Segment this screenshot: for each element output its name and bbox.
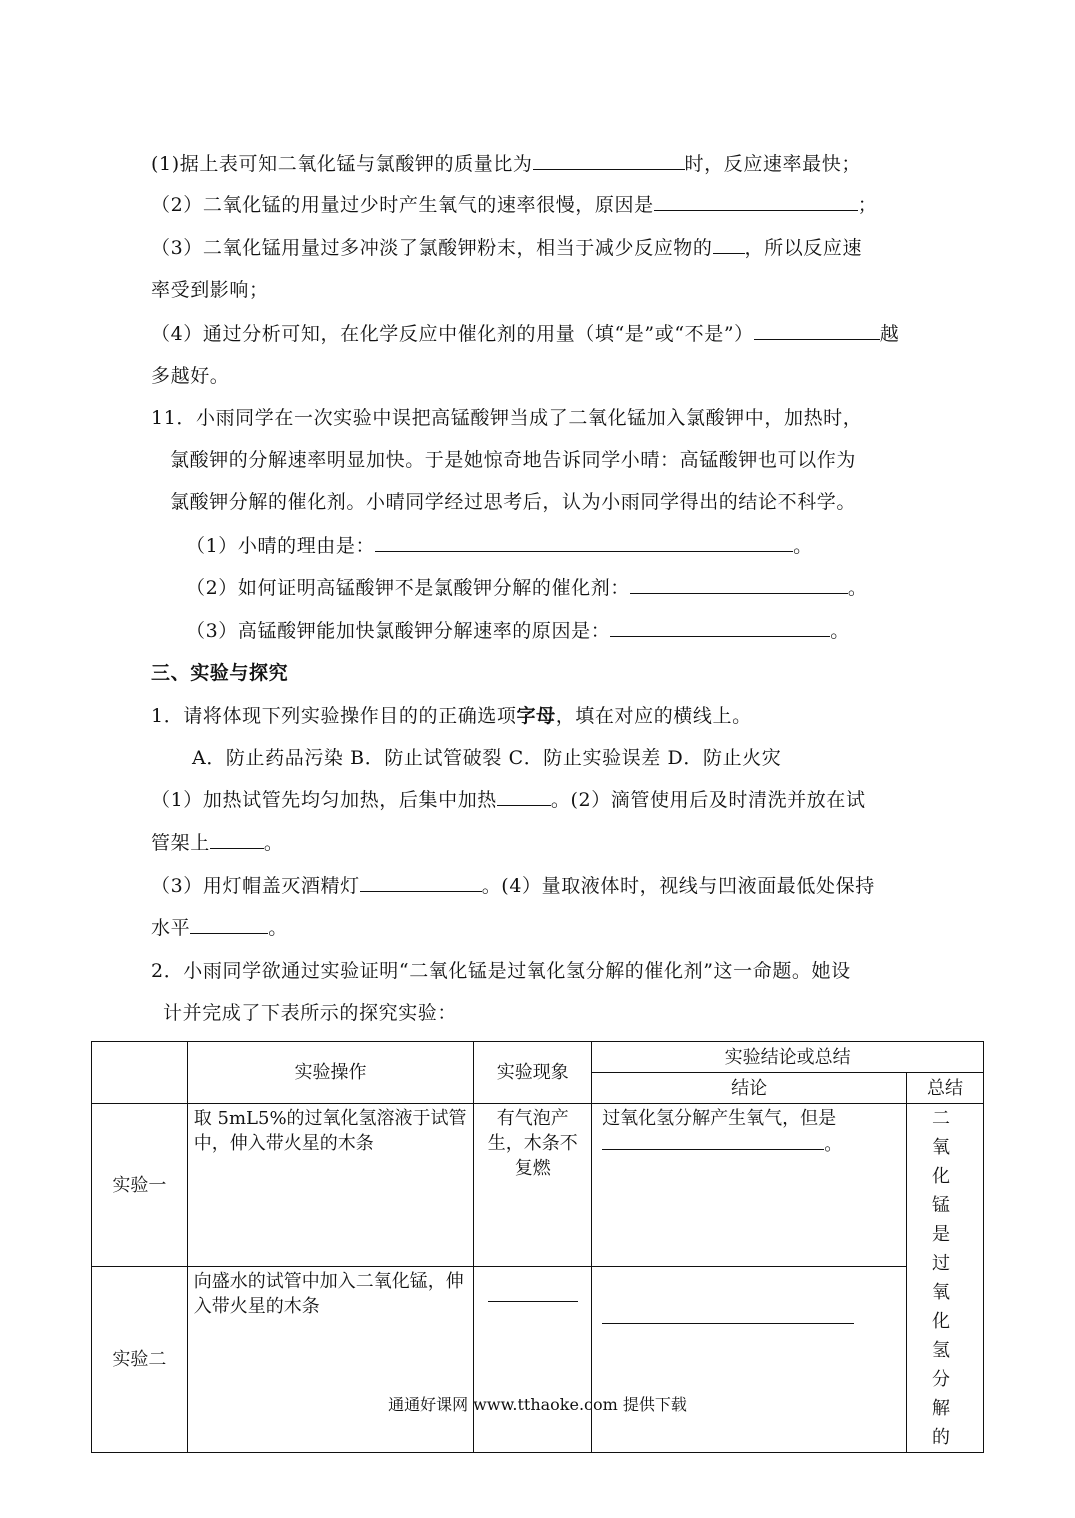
q10-item-3: （3）二氧化锰用量过多冲淡了氯酸钾粉末，相当于减少反应物的 ，所以反应速 xyxy=(151,237,863,259)
answer-blank[interactable] xyxy=(654,192,858,211)
header-operation: 实验操作 xyxy=(187,1042,473,1104)
answer-blank[interactable] xyxy=(488,1283,578,1302)
s3-q2-line2: 计并完成了下表所示的探究实验： xyxy=(163,1002,458,1024)
answer-blank[interactable] xyxy=(754,321,880,340)
page-footer: 通通好课网 www.tthaoke.com 提供下载 xyxy=(388,1395,687,1414)
s3-q1-stem: 1．请将体现下列实验操作目的的正确选项字母，填在对应的横线上。 xyxy=(151,705,752,727)
q11-sub-1: （1）小晴的理由是： 。 xyxy=(186,535,813,557)
table-row xyxy=(92,1267,984,1453)
answer-blank[interactable] xyxy=(610,618,830,637)
q11-sub-3: （3）高锰酸钾能加快氯酸钾分解速率的原因是： 。 xyxy=(186,620,850,642)
answer-blank[interactable] xyxy=(190,915,268,934)
answer-blank[interactable] xyxy=(602,1305,854,1324)
answer-blank[interactable] xyxy=(630,575,848,594)
conclusion-cell xyxy=(592,1267,907,1453)
table-header-row xyxy=(92,1042,984,1073)
table-row xyxy=(92,1104,984,1267)
s3-q1-line3: （3）用灯帽盖灭酒精灯 。(4）量取液体时，视线与凹液面最低处保持 xyxy=(151,875,875,897)
q10-item-4: （4）通过分析可知，在化学反应中催化剂的用量（填“是”或“不是”） 越 xyxy=(151,323,900,345)
answer-blank[interactable] xyxy=(497,787,551,806)
answer-blank[interactable] xyxy=(210,830,264,849)
summary-cell: 二氧化锰是过氧化氢分解的 xyxy=(907,1104,984,1453)
answer-blank[interactable] xyxy=(360,873,482,892)
phenomenon-cell: 有气泡产生，木条不复燃 xyxy=(474,1104,592,1267)
q11-stem-line3: 氯酸钾分解的催化剂。小晴同学经过思考后，认为小雨同学得出的结论不科学。 xyxy=(170,491,857,513)
operation-cell: 取 5mL5%的过氧化氢溶液于试管中，伸入带火星的木条 xyxy=(187,1104,473,1267)
phenomenon-cell xyxy=(474,1267,592,1453)
s3-q1-line1: （1）加热试管先均匀加热，后集中加热 。(2）滴管使用后及时清洗并放在试 xyxy=(151,789,866,811)
q11-sub-2: （2）如何证明高锰酸钾不是氯酸钾分解的催化剂： 。 xyxy=(186,577,868,599)
answer-blank[interactable] xyxy=(713,235,745,254)
answer-blank[interactable] xyxy=(375,533,793,552)
q10-item-2: （2）二氧化锰的用量过少时产生氧气的速率很慢，原因是 ； xyxy=(151,194,878,216)
answer-blank[interactable] xyxy=(602,1131,824,1150)
answer-blank[interactable] xyxy=(533,151,685,170)
q10-item-3-cont: 率受到影响； xyxy=(151,279,269,301)
section-heading: 三、实验与探究 xyxy=(151,662,289,684)
header-summary: 总结 xyxy=(907,1073,984,1104)
s3-q2-line1: 2．小雨同学欲通过实验证明“二氧化锰是过氧化氢分解的催化剂”这一命题。她设 xyxy=(151,960,851,982)
q10-item-1: (1)据上表可知二氧化锰与氯酸钾的质量比为 时，反应速率最快； xyxy=(151,153,861,175)
row-name: 实验二 xyxy=(92,1267,188,1453)
q10-item-4-cont: 多越好。 xyxy=(151,365,230,387)
header-conclusion: 结论 xyxy=(592,1073,907,1104)
s3-q1-line4: 水平 。 xyxy=(151,917,288,939)
q11-stem-line1: 11．小雨同学在一次实验中误把高锰酸钾当成了二氧化锰加入氯酸钾中，加热时， xyxy=(151,407,863,429)
s3-q1-options: A．防止药品污染 B．防止试管破裂 C．防止实验误差 D．防止火灾 xyxy=(192,747,782,769)
header-conclusion-summary: 实验结论或总结 xyxy=(592,1042,984,1073)
row-name: 实验一 xyxy=(92,1104,188,1267)
s3-q1-line2: 管架上 。 xyxy=(151,832,284,854)
header-phenomenon: 实验现象 xyxy=(474,1042,592,1104)
q11-stem-line2: 氯酸钾的分解速率明显加快。于是她惊奇地告诉同学小晴：高锰酸钾也可以作为 xyxy=(170,449,857,471)
conclusion-cell: 过氧化氢分解产生氧气，但是。 xyxy=(592,1104,907,1267)
table-cell xyxy=(92,1042,188,1104)
operation-cell: 向盛水的试管中加入二氧化锰，伸入带火星的木条 xyxy=(187,1267,473,1453)
